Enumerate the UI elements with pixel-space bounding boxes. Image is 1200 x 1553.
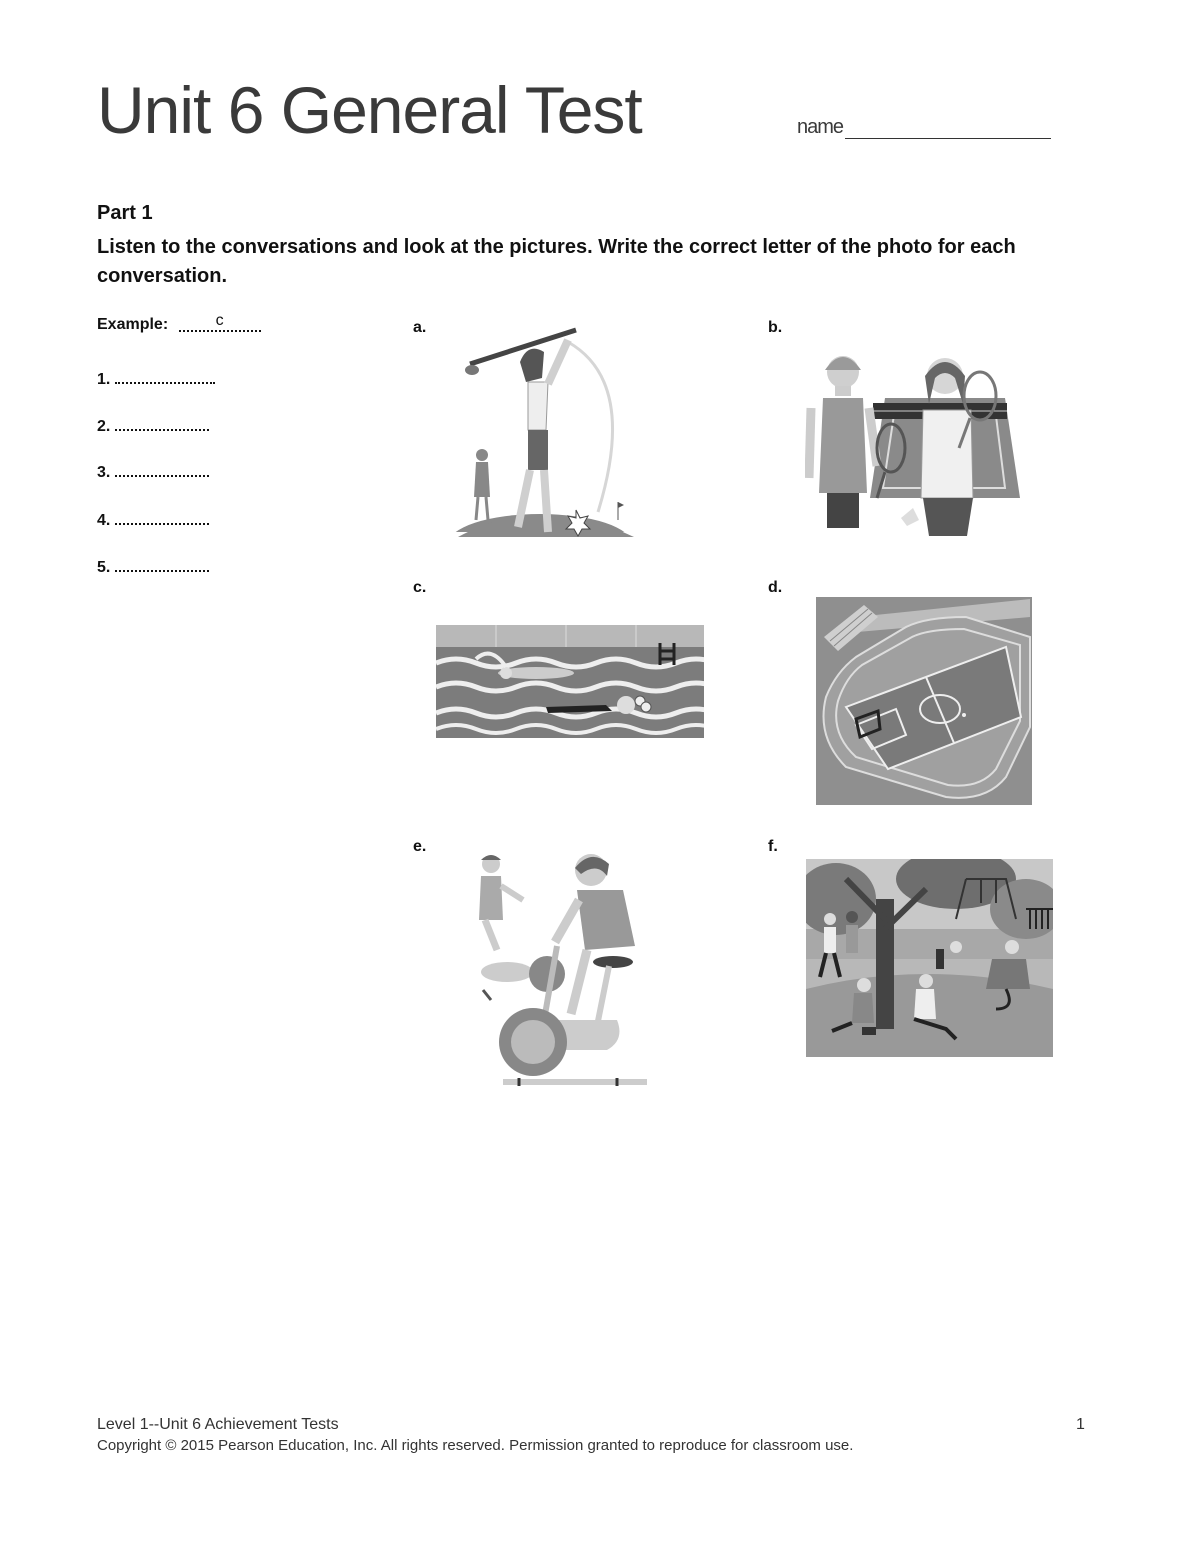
answer-number: 5. bbox=[97, 559, 111, 576]
page-title: Unit 6 General Test bbox=[97, 73, 642, 147]
name-label: name bbox=[797, 116, 844, 138]
answer-number: 3. bbox=[97, 464, 111, 481]
park-picture bbox=[806, 859, 1053, 1057]
answer-row-2 bbox=[97, 415, 209, 436]
option-label-e: e. bbox=[413, 838, 427, 855]
answer-number: 4. bbox=[97, 512, 111, 529]
swimming-picture bbox=[436, 625, 704, 738]
option-label-d: d. bbox=[768, 579, 783, 596]
answer-row-1 bbox=[97, 368, 215, 389]
golf-picture bbox=[448, 322, 648, 547]
answer-row-4 bbox=[97, 509, 209, 530]
name-field bbox=[797, 116, 1051, 139]
answer-blank[interactable] bbox=[115, 415, 209, 431]
part-heading: Part 1 bbox=[97, 202, 153, 224]
option-label-a: a. bbox=[413, 319, 427, 336]
answer-number: 2. bbox=[97, 418, 111, 435]
answer-number: 1. bbox=[97, 371, 111, 388]
exercise-bike-picture bbox=[467, 850, 647, 1090]
tennis-picture bbox=[805, 348, 1025, 538]
soccer-field-picture bbox=[816, 597, 1032, 805]
instructions: Listen to the conversations and look at the pictures. Write the correct letter of the photo for each conversation. bbox=[97, 236, 1016, 287]
answer-blank[interactable] bbox=[115, 556, 209, 572]
example-label: Example: bbox=[97, 316, 169, 333]
example-answer: c bbox=[179, 312, 261, 332]
page-number: 1 bbox=[1076, 1416, 1085, 1433]
answer-row-5 bbox=[97, 556, 209, 577]
option-label-c: c. bbox=[413, 579, 427, 596]
answer-blank[interactable] bbox=[115, 509, 209, 525]
answer-blank[interactable] bbox=[115, 461, 209, 477]
option-label-b: b. bbox=[768, 319, 783, 336]
option-label-f: f. bbox=[768, 838, 778, 855]
footer-source: Level 1--Unit 6 Achievement Tests bbox=[97, 1416, 339, 1433]
footer-copyright: Copyright © 2015 Pearson Education, Inc. All rights reserved. Permission granted to reproduce for classroom use. bbox=[97, 1437, 854, 1454]
example-row bbox=[97, 312, 261, 336]
answer-row-3 bbox=[97, 461, 209, 482]
answer-blank[interactable] bbox=[115, 368, 215, 384]
name-blank[interactable] bbox=[845, 118, 1051, 139]
